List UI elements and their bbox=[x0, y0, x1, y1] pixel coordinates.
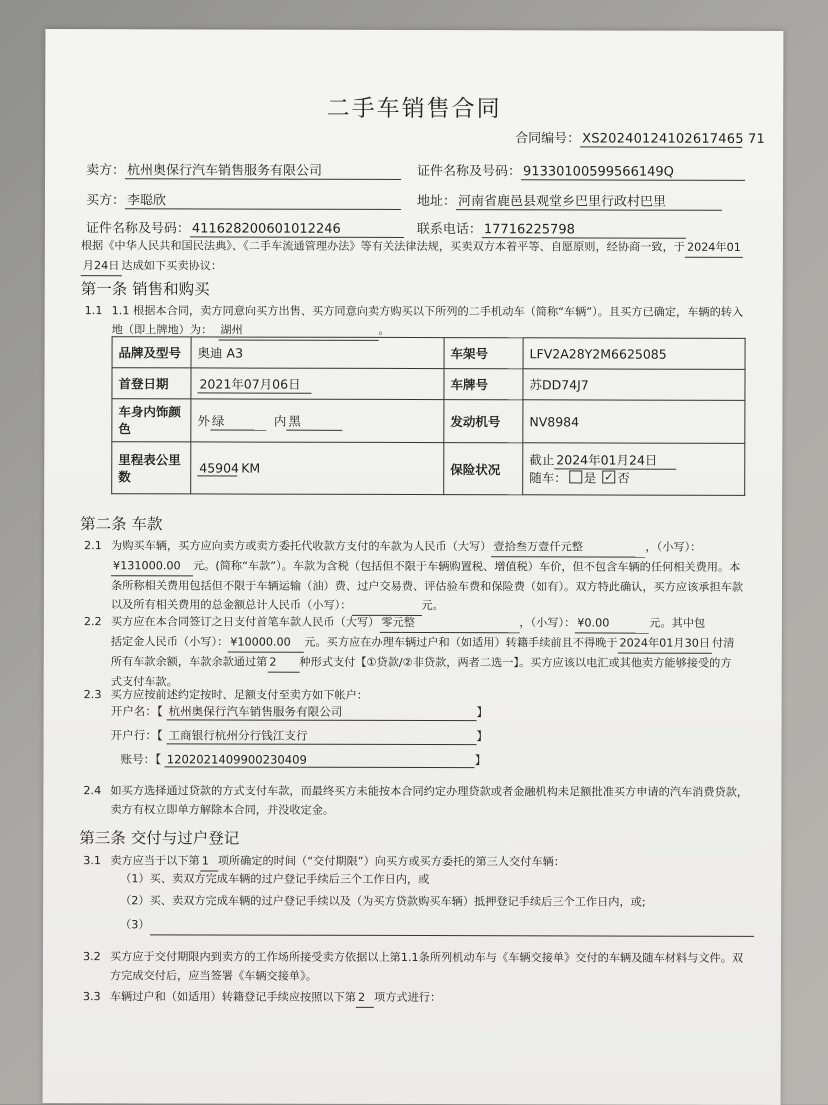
s2-2-paragraph bbox=[111, 612, 751, 693]
s2-1-paragraph bbox=[111, 536, 751, 617]
s2-2-text-a: 买方应在本合同签订之日支付首笔车款人民币（大写） bbox=[110, 615, 380, 629]
s3-3-text-b: 项方式进行： bbox=[373, 990, 442, 1005]
s2-2-text-g: 所有车款余额，车款余款通过第 bbox=[110, 655, 268, 669]
reg-date-cell bbox=[191, 368, 444, 400]
s3-2-num: 3.2 bbox=[82, 950, 101, 964]
bracket-left: 【 bbox=[156, 704, 163, 719]
intro-tail: 达成如下买卖协议： bbox=[121, 259, 223, 273]
s3-2-paragraph bbox=[110, 947, 750, 987]
deposit-amount: ¥10000.00 bbox=[228, 633, 304, 653]
buyer-row bbox=[86, 189, 401, 210]
payment-method: 2 bbox=[267, 653, 299, 673]
buyer-id-row bbox=[86, 217, 404, 238]
s2-2-num: 2.2 bbox=[83, 615, 102, 629]
color-cell bbox=[191, 399, 444, 443]
seller-id: 91330100599566149Q bbox=[521, 164, 745, 181]
s2-2-text-f: 付清 bbox=[712, 636, 735, 650]
seller-id-label: 证件名称及号码： bbox=[417, 164, 522, 180]
section-1-num: 1.1 bbox=[84, 304, 103, 318]
account-number-row bbox=[120, 751, 486, 768]
s3-3-text bbox=[110, 987, 441, 1008]
section-2-heading: 第二条 车款 bbox=[80, 515, 163, 534]
option-3-blank bbox=[150, 915, 754, 937]
price-chinese: 壹拾叁万壹仟元整 bbox=[491, 537, 645, 557]
vehicle-table bbox=[111, 336, 745, 496]
bracket-left: 【 bbox=[156, 728, 163, 743]
s2-1-text-b: ，（小写）： bbox=[645, 540, 702, 554]
insurance-yes: 是 bbox=[583, 470, 597, 486]
exterior-color: 绿 bbox=[210, 411, 266, 430]
insurance-no: 否 bbox=[617, 470, 630, 486]
s2-2-text-h: 种形式支付【①贷款/②非贷款，两者二选一】。买方应该以电汇或其他卖方能够接受的方 bbox=[299, 655, 732, 670]
s2-3-text: 买方应按前述约定按时、足额支付至卖方如下帐户： bbox=[110, 688, 369, 702]
s1-dot: 。 bbox=[378, 323, 390, 337]
s1-text-2: 地（即上牌地）为： bbox=[111, 323, 213, 337]
s3-3-num: 3.3 bbox=[82, 990, 101, 1004]
vin-label: 车架号 bbox=[444, 338, 523, 369]
insurance-label: 保险状况 bbox=[444, 443, 523, 495]
reg-date-label: 首登日期 bbox=[112, 368, 191, 399]
s2-2-text-c: 元。其中包 bbox=[649, 616, 706, 630]
s2-1-num: 2.1 bbox=[84, 539, 102, 553]
buyer-address-row bbox=[417, 190, 722, 211]
s2-3-num: 2.3 bbox=[83, 688, 102, 702]
account-name: 杭州奥保行汽车销售服务有限公司 bbox=[166, 703, 476, 721]
first-payment: ¥0.00 bbox=[575, 613, 649, 633]
odometer-label: 里程表公里数 bbox=[112, 442, 191, 494]
s2-4-text-b: 卖方有权立即单方解除本合同，并没收定金。 bbox=[110, 803, 335, 817]
account-name-label: 开户名： bbox=[110, 704, 158, 719]
interior-prefix: 内 bbox=[273, 413, 287, 429]
s3-1-text-b: 项所确定的时间（“交付期限”）向买方或买方委托的第三人交付车辆： bbox=[217, 854, 565, 869]
s2-1-text-a: 为购买车辆，买方应向卖方或卖方委托代收款方支付的车款为人民币（大写） bbox=[111, 539, 492, 554]
buyer-name: 李聪欣 bbox=[125, 189, 401, 210]
section-3-heading: 第三条 交付与过户登记 bbox=[79, 829, 240, 848]
s2-1-text-e: 以及所有相关费用的总金额总计人民币（小写）： bbox=[110, 598, 352, 612]
s2-1-text-d: 条所称相关费用包括但不限于车辆运输（油）费、过户交易费、评估验车费和保险费（如有）。双方特此确认，买方应该承担车款 bbox=[110, 579, 744, 594]
seller-label: 卖方： bbox=[86, 163, 126, 179]
bracket-right: 】 bbox=[476, 705, 489, 720]
engine-value: NV8984 bbox=[523, 400, 745, 444]
s2-2-text-i: 式支付车款。 bbox=[110, 675, 178, 689]
s2-2-text-b: ，（小写）： bbox=[519, 616, 576, 630]
brand-value: 奥迪 A3 bbox=[191, 337, 444, 369]
bracket-right: 】 bbox=[476, 729, 489, 744]
odometer-cell bbox=[191, 442, 444, 495]
s3-2-text-b: 方完成交付后，应当签署《车辆交接单》。 bbox=[109, 969, 317, 983]
bank-name: 工商银行杭州分行钱江支行 bbox=[166, 727, 476, 745]
s3-1-num: 3.1 bbox=[83, 854, 102, 868]
transfer-place: 湖州 bbox=[218, 320, 378, 340]
seller-name: 杭州奥保行汽车销售服务有限公司 bbox=[125, 159, 401, 180]
bank-row bbox=[111, 727, 489, 745]
insurance-date: 2024年01月24日 bbox=[554, 451, 676, 469]
checkbox-no-checked[interactable] bbox=[602, 470, 615, 483]
s3-3-text-a: 车辆过户和（如适用）转籍登记手续应按照以下第 bbox=[109, 990, 357, 1004]
seller-row bbox=[86, 159, 401, 180]
buyer-id: 411628200601012246 bbox=[190, 221, 404, 238]
exterior-prefix: 外 bbox=[197, 412, 210, 428]
contract-number-label: 合同编号： bbox=[515, 131, 581, 147]
odometer-unit: KM bbox=[241, 460, 261, 476]
plate-value: 苏DD74J7 bbox=[523, 369, 745, 401]
intro-date-b: 月24日 bbox=[81, 256, 122, 276]
payment-deadline: 2024年01月30日 bbox=[618, 634, 713, 654]
contract-number bbox=[515, 127, 765, 148]
seller-id-row bbox=[417, 160, 745, 181]
buyer-address: 河南省鹿邑县观堂乡巴里行政村巴里 bbox=[456, 190, 722, 211]
s2-4-paragraph bbox=[110, 781, 750, 821]
insurance-until: 截止 bbox=[529, 452, 555, 468]
intro-paragraph bbox=[81, 236, 751, 278]
s2-1-text-f: 元。 bbox=[421, 599, 444, 613]
insurance-cell bbox=[523, 443, 745, 496]
option-1: （1）买、卖双方完成车辆的过户登记手续后三个工作日内，或 bbox=[120, 872, 430, 887]
price-amount: ¥131000.00 bbox=[111, 556, 193, 576]
bracket-right: 】 bbox=[474, 753, 487, 768]
color-label: 车身内饰颜色 bbox=[112, 399, 191, 442]
option-3-label: （3） bbox=[120, 918, 150, 932]
buyer-label: 买方： bbox=[85, 193, 125, 209]
checkbox-yes[interactable] bbox=[569, 470, 582, 483]
bank-label: 开户行： bbox=[110, 728, 157, 743]
account-number: 1202021409900230409 bbox=[165, 752, 475, 768]
engine-label: 发动机号 bbox=[444, 400, 523, 443]
buyer-phone-label: 联系电话： bbox=[416, 222, 482, 238]
vin-value: LFV2A28Y2M6625085 bbox=[523, 338, 745, 370]
interior-color: 黑 bbox=[286, 411, 342, 430]
s2-4-num: 2.4 bbox=[83, 784, 102, 798]
option-2: （2）买、卖双方完成车辆的过户登记手续以及（为买方贷款购买车辆）抵押登记手续后三个工作日内，或; bbox=[120, 894, 646, 909]
odometer-value: 45904 bbox=[197, 460, 237, 476]
buyer-id-label: 证件名称及号码： bbox=[85, 221, 190, 237]
s2-4-text-a: 如买方选择通过贷款的方式支付车款，而最终买方未能按本合同约定办理贷款或者金融机构未足额批准买方申请的汽车消费贷款， bbox=[110, 784, 749, 799]
intro-text: 根据《中华人民共和国民法典》、《二手车流通管理办法》等有关法律法规，买卖双方本着平等、自愿原则，经协商一致，于 bbox=[80, 239, 685, 254]
contract-number-value: XS20240124102617465 71 bbox=[580, 131, 742, 147]
delivery-choice: 1 bbox=[200, 851, 218, 871]
bracket-left: 【 bbox=[155, 752, 162, 767]
reg-date-value: 2021年07月06日 bbox=[197, 374, 311, 393]
brand-label: 品牌及型号 bbox=[112, 337, 191, 368]
account-number-label: 账号： bbox=[120, 752, 156, 767]
intro-date-a: 2024年01 bbox=[685, 238, 743, 258]
buyer-phone-row bbox=[417, 218, 686, 239]
page-title: 二手车销售合同 bbox=[326, 95, 502, 123]
s1-text: 1.1 根据本合同，卖方同意向买方出售、买方同意向卖方购买以下所列的二手机动车（简称“车辆”）。且买方已确定，车辆的转入 bbox=[111, 304, 744, 319]
s2-2-text-e: 元。买方应在办理车辆过户和（如适用）转籍手续前且不得晚于 bbox=[304, 635, 618, 650]
s3-2-text-a: 买方应于交付期限内到卖方的工作场所接受卖方依据以上第1.1条所列机动车与《车辆交接单》交付的车辆及随车材料与文件。双 bbox=[109, 950, 744, 965]
transfer-way: 2 bbox=[356, 988, 374, 1008]
option-3 bbox=[120, 915, 754, 937]
plate-label: 车牌号 bbox=[444, 369, 523, 400]
section-1-heading: 第一条 销售和购买 bbox=[80, 280, 210, 299]
buyer-phone: 17716225798 bbox=[482, 222, 686, 239]
buyer-address-label: 地址： bbox=[416, 194, 456, 210]
account-name-row bbox=[111, 703, 489, 721]
s3-1-text-a: 卖方应当于以下第 bbox=[110, 854, 200, 868]
contract-paper bbox=[43, 29, 784, 1105]
first-payment-chinese: 零元整 bbox=[379, 613, 519, 633]
s2-2-text-d: 括定金人民币（小写）： bbox=[110, 635, 229, 649]
insurance-with-car: 随车： bbox=[529, 470, 567, 486]
s2-1-text-c: 元。(简称“车款”）。车款为含税（包括但不限于车辆购置税、增值税）车价，但不包含车辆的任何相关费用。本 bbox=[192, 559, 741, 574]
